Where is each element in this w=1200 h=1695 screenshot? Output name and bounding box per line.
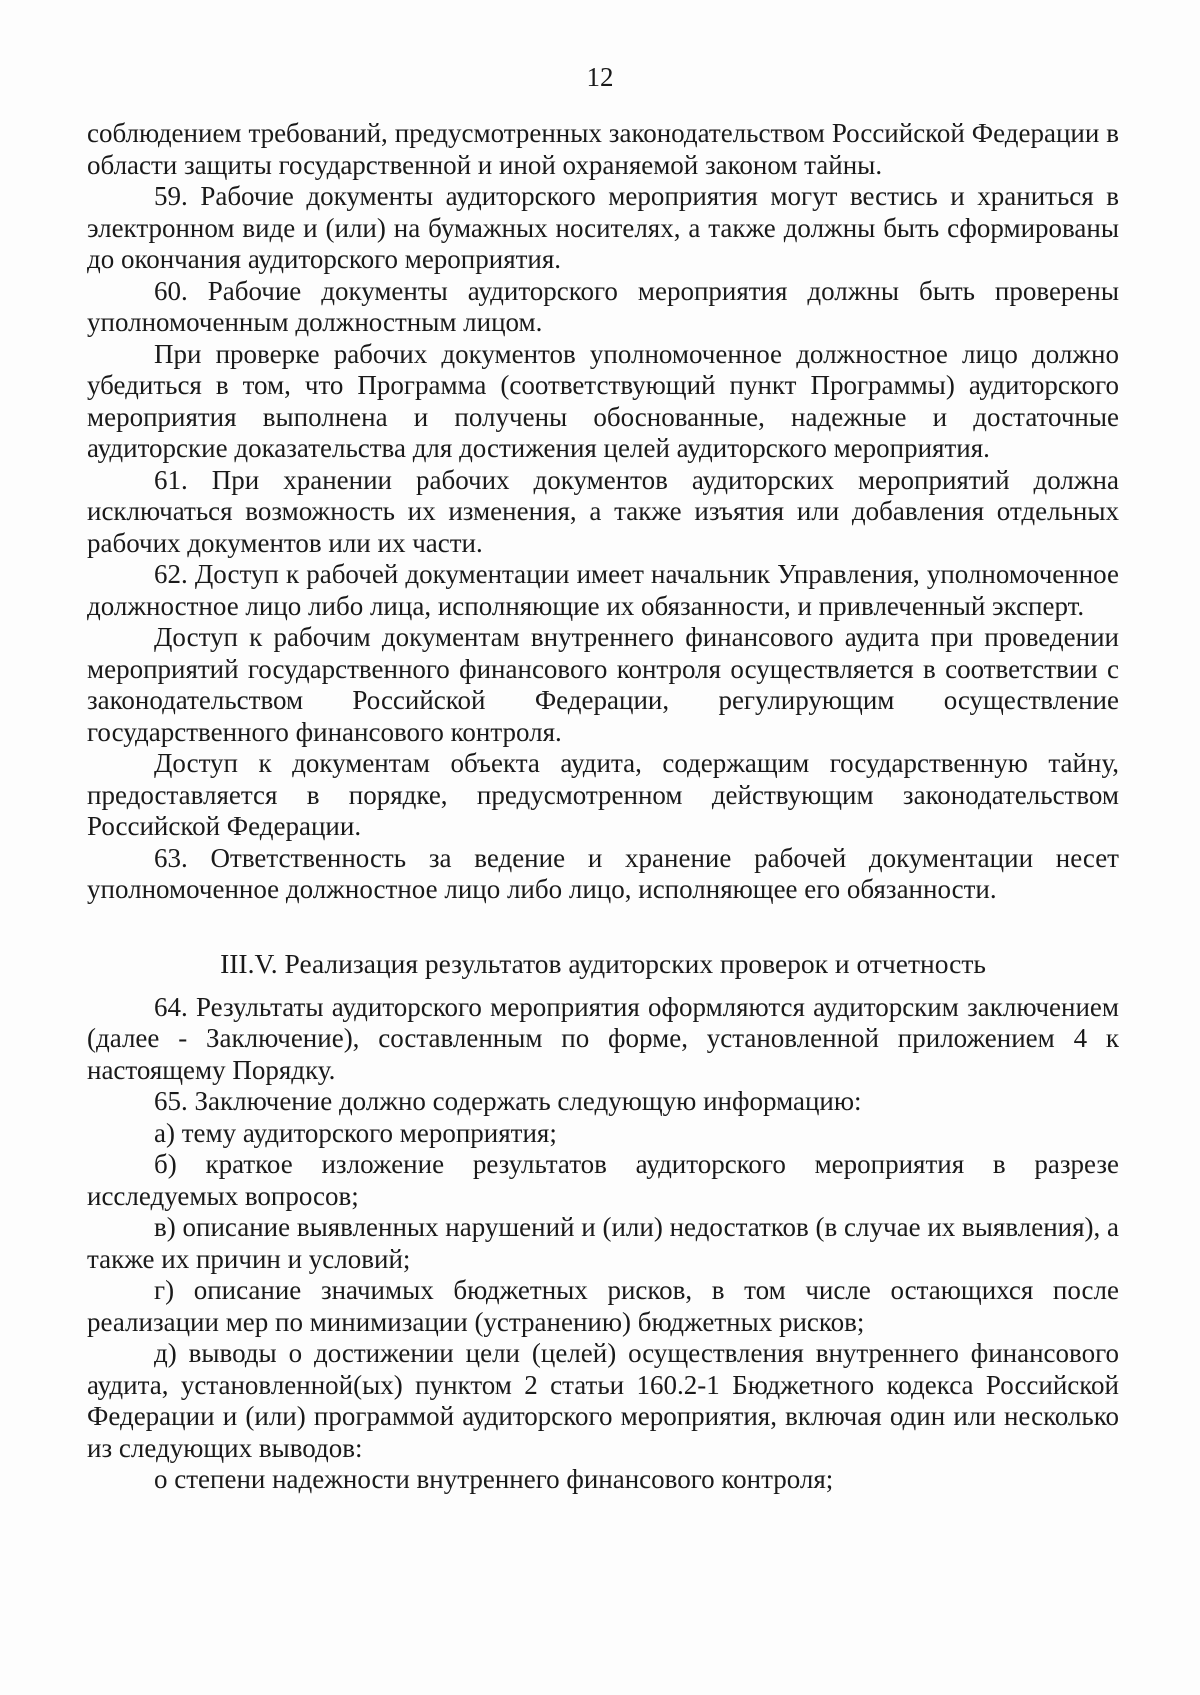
paragraph: При проверке рабочих документов уполномоченное должностное лицо должно убедиться в том, что Программа (соответствующий пункт Программы) аудиторского мероприятия выполнена и получены обоснованные, надежные и достаточные аудиторские доказательства для достижения целей аудиторского мероприятия. [87, 338, 1119, 463]
paragraph: 63. Ответственность за ведение и хранение рабочей документации несет уполномоченное должностное лицо либо лицо, исполняющее его обязанности. [87, 842, 1119, 904]
paragraph: Доступ к документам объекта аудита, содержащим государственную тайну, предоставляется в порядке, предусмотренном действующим законодательством Российской Федерации. [87, 748, 1119, 841]
document-body [87, 118, 1119, 1496]
list-item: г) описание значимых бюджетных рисков, в том числе остающихся после реализации мер по минимизации (устранению) бюджетных рисков; [87, 1275, 1119, 1337]
list-item: а) тему аудиторского мероприятия; [154, 1117, 557, 1148]
paragraph: 65. Заключение должно содержать следующую информацию: [154, 1086, 862, 1116]
paragraphs-after [87, 992, 1119, 1496]
paragraph: 60. Рабочие документы аудиторского мероприятия должны быть проверены уполномоченным должностным лицом. [87, 275, 1119, 337]
list-item: в) описание выявленных нарушений и (или) недостатков (в случае их выявления), а также их причин и условий; [87, 1212, 1119, 1274]
paragraph: Доступ к рабочим документам внутреннего финансового аудита при проведении мероприятий государственного финансового контроля осуществляется в соответствии с законодательством Российской Федерации, регулирующим осуществление государственного финансового контроля. [87, 622, 1119, 747]
list-item: д) выводы о достижении цели (целей) осуществления внутреннего финансового аудита, установленной(ых) пунктом 2 статьи 160.2-1 Бюджетного кодекса Российской Федерации и (или) программой аудиторского мероприятия, включая один или несколько из следующих выводов: [87, 1338, 1119, 1463]
list-item: б) краткое изложение результатов аудиторского мероприятия в разрезе исследуемых вопросов; [87, 1149, 1119, 1211]
paragraph: 62. Доступ к рабочей документации имеет начальник Управления, уполномоченное должностное лицо либо лица, исполняющие их обязанности, и привлеченный эксперт. [87, 559, 1119, 621]
section-heading: III.V. Реализация результатов аудиторских проверок и отчетность [220, 947, 986, 979]
paragraph: соблюдением требований, предусмотренных законодательством Российской Федерации в области защиты государственной и иной охраняемой законом тайны. [87, 118, 1119, 180]
paragraphs-before [87, 118, 1119, 906]
paragraph: 64. Результаты аудиторского мероприятия оформляются аудиторским заключением (далее - Заключение), составленным по форме, установленной приложением 4 к настоящему Порядку. [87, 991, 1119, 1085]
paragraph: о степени надежности внутреннего финансового контроля; [154, 1464, 834, 1494]
page-number: 12 [586, 62, 614, 92]
paragraph: 59. Рабочие документы аудиторского мероприятия могут вестись и храниться в электронном виде и (или) на бумажных носителях, а также должны быть сформированы до окончания аудиторского мероприятия. [87, 181, 1119, 274]
paragraph: 61. При хранении рабочих документов аудиторских мероприятий должна исключаться возможность их изменения, а также изъятия или добавления отдельных рабочих документов или их части. [87, 464, 1119, 558]
